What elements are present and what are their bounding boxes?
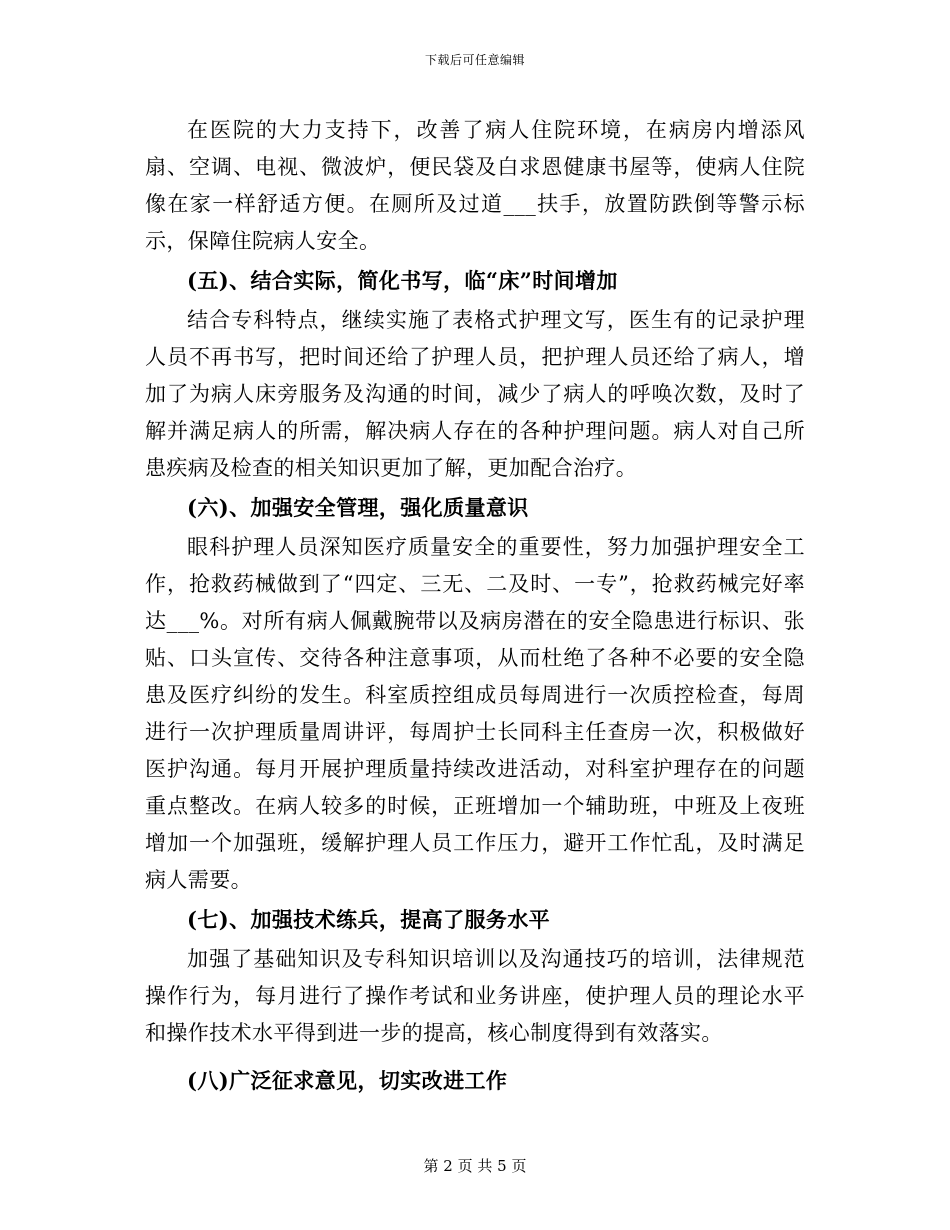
section-heading-5: (五)、结合实际，简化书写，临“床”时间增加 — [187, 268, 618, 293]
paragraph-safety-management: 眼科护理人员深知医疗质量安全的重要性，努力加强护理安全工作，抢救药械做到了“四定、三无、二及时、一专”，抢救药械完好率达___%。对所有病人佩戴腕带以及病房潜在的安全隐患进行标识、张贴、口头宣传、交待各种注意事项，从而杜绝了各种不必要的安全隐患及医疗纠纷的发生。科室质控组成员每周进行一次质控检查，每周进行一次护理质量周讲评，每周护士长同科主任查房一次，积极做好医护沟通。每月开展护理质量持续改进活动，对科室护理存在的问题重点整改。在病人较多的时候，正班增加一个辅助班，中班及上夜班增加一个加强班，缓解护理人员工作压力，避开工作忙乱，及时满足病人需要。 — [145, 535, 805, 892]
section-heading-8: (八)广泛征求意见，切实改进工作 — [187, 1068, 508, 1093]
paragraph-simplify-writing: 结合专科特点，继续实施了表格式护理文写，医生有的记录护理人员不再书写，把时间还给了护理人员，把护理人员还给了病人，增加了为病人床旁服务及沟通的时间，减少了病人的呼唤次数，及时了解并满足病人的所需，解决病人存在的各种护理问题。病人对自己所患疾病及检查的相关知识更加了解，更加配合治疗。 — [145, 308, 805, 480]
section-heading-6: (六)、加强安全管理，强化质量意识 — [187, 495, 529, 520]
document-body — [145, 112, 805, 1102]
page-number: 第 2 页 共 5 页 — [423, 1157, 527, 1175]
paragraph-skills-training: 加强了基础知识及专科知识培训以及沟通技巧的培训，法律规范操作行为，每月进行了操作考试和业务讲座，使护理人员的理论水平和操作技术水平得到进一步的提高，核心制度得到有效落实。 — [145, 947, 805, 1045]
paragraph-environment: 在医院的大力支持下，改善了病人住院环境，在病房内增添风扇、空调、电视、微波炉，便民袋及白求恩健康书屋等，使病人住院像在家一样舒适方便。在厕所及过道___扶手，放置防跌倒等警示标示，保障住院病人安全。 — [145, 118, 805, 253]
section-heading-7: (七)、加强技术练兵，提高了服务水平 — [187, 907, 551, 932]
page-header: 下载后可任意编辑 — [424, 53, 525, 67]
